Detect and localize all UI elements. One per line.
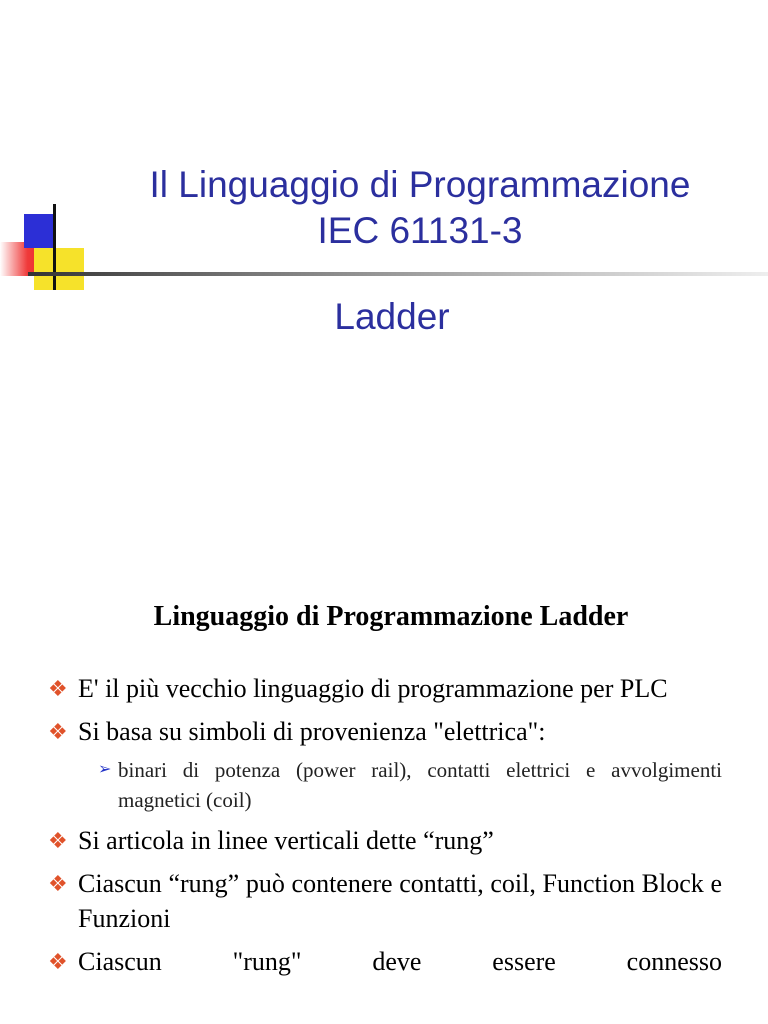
diamond-bullet-icon: ❖ [48,676,68,701]
bullet-item: ❖ E' il più vecchio linguaggio di programmazione per PLC [48,671,722,706]
diamond-bullet-icon: ❖ [48,719,68,744]
bullet-list [48,671,722,987]
decoration-vertical-line [53,204,56,290]
title-line-1: Il Linguaggio di Programmazione [149,164,691,205]
content-heading: Linguaggio di Programmazione Ladder [153,601,629,632]
diamond-bullet-icon: ❖ [48,949,68,974]
diamond-bullet-icon: ❖ [48,871,68,896]
bullet-item: ❖ Si basa su simboli di provenienza "elettrica": [48,714,722,749]
title-line-2: IEC 61131-3 [317,210,523,251]
decoration-yellow-block [34,248,84,290]
bullet-item: ❖ Ciascun “rung” può contenere contatti, coil, Function Block e Funzioni [48,866,722,936]
diamond-bullet-icon: ❖ [48,828,68,853]
decoration-blue-block [24,214,54,248]
decoration-horizontal-rule [28,272,768,276]
slide-title [60,162,768,254]
sub-bullet-item: ➢ binari di potenza (power rail), contatti elettrici e avvolgimenti magnetici (coil) [98,755,722,815]
arrow-bullet-icon: ➢ [98,761,112,778]
bullet-item: ❖ Ciascun "rung" deve essere connesso [48,944,722,979]
slide-subtitle: Ladder [334,296,450,337]
bullet-item: ❖ Si articola in linee verticali dette “rung” [48,823,722,858]
